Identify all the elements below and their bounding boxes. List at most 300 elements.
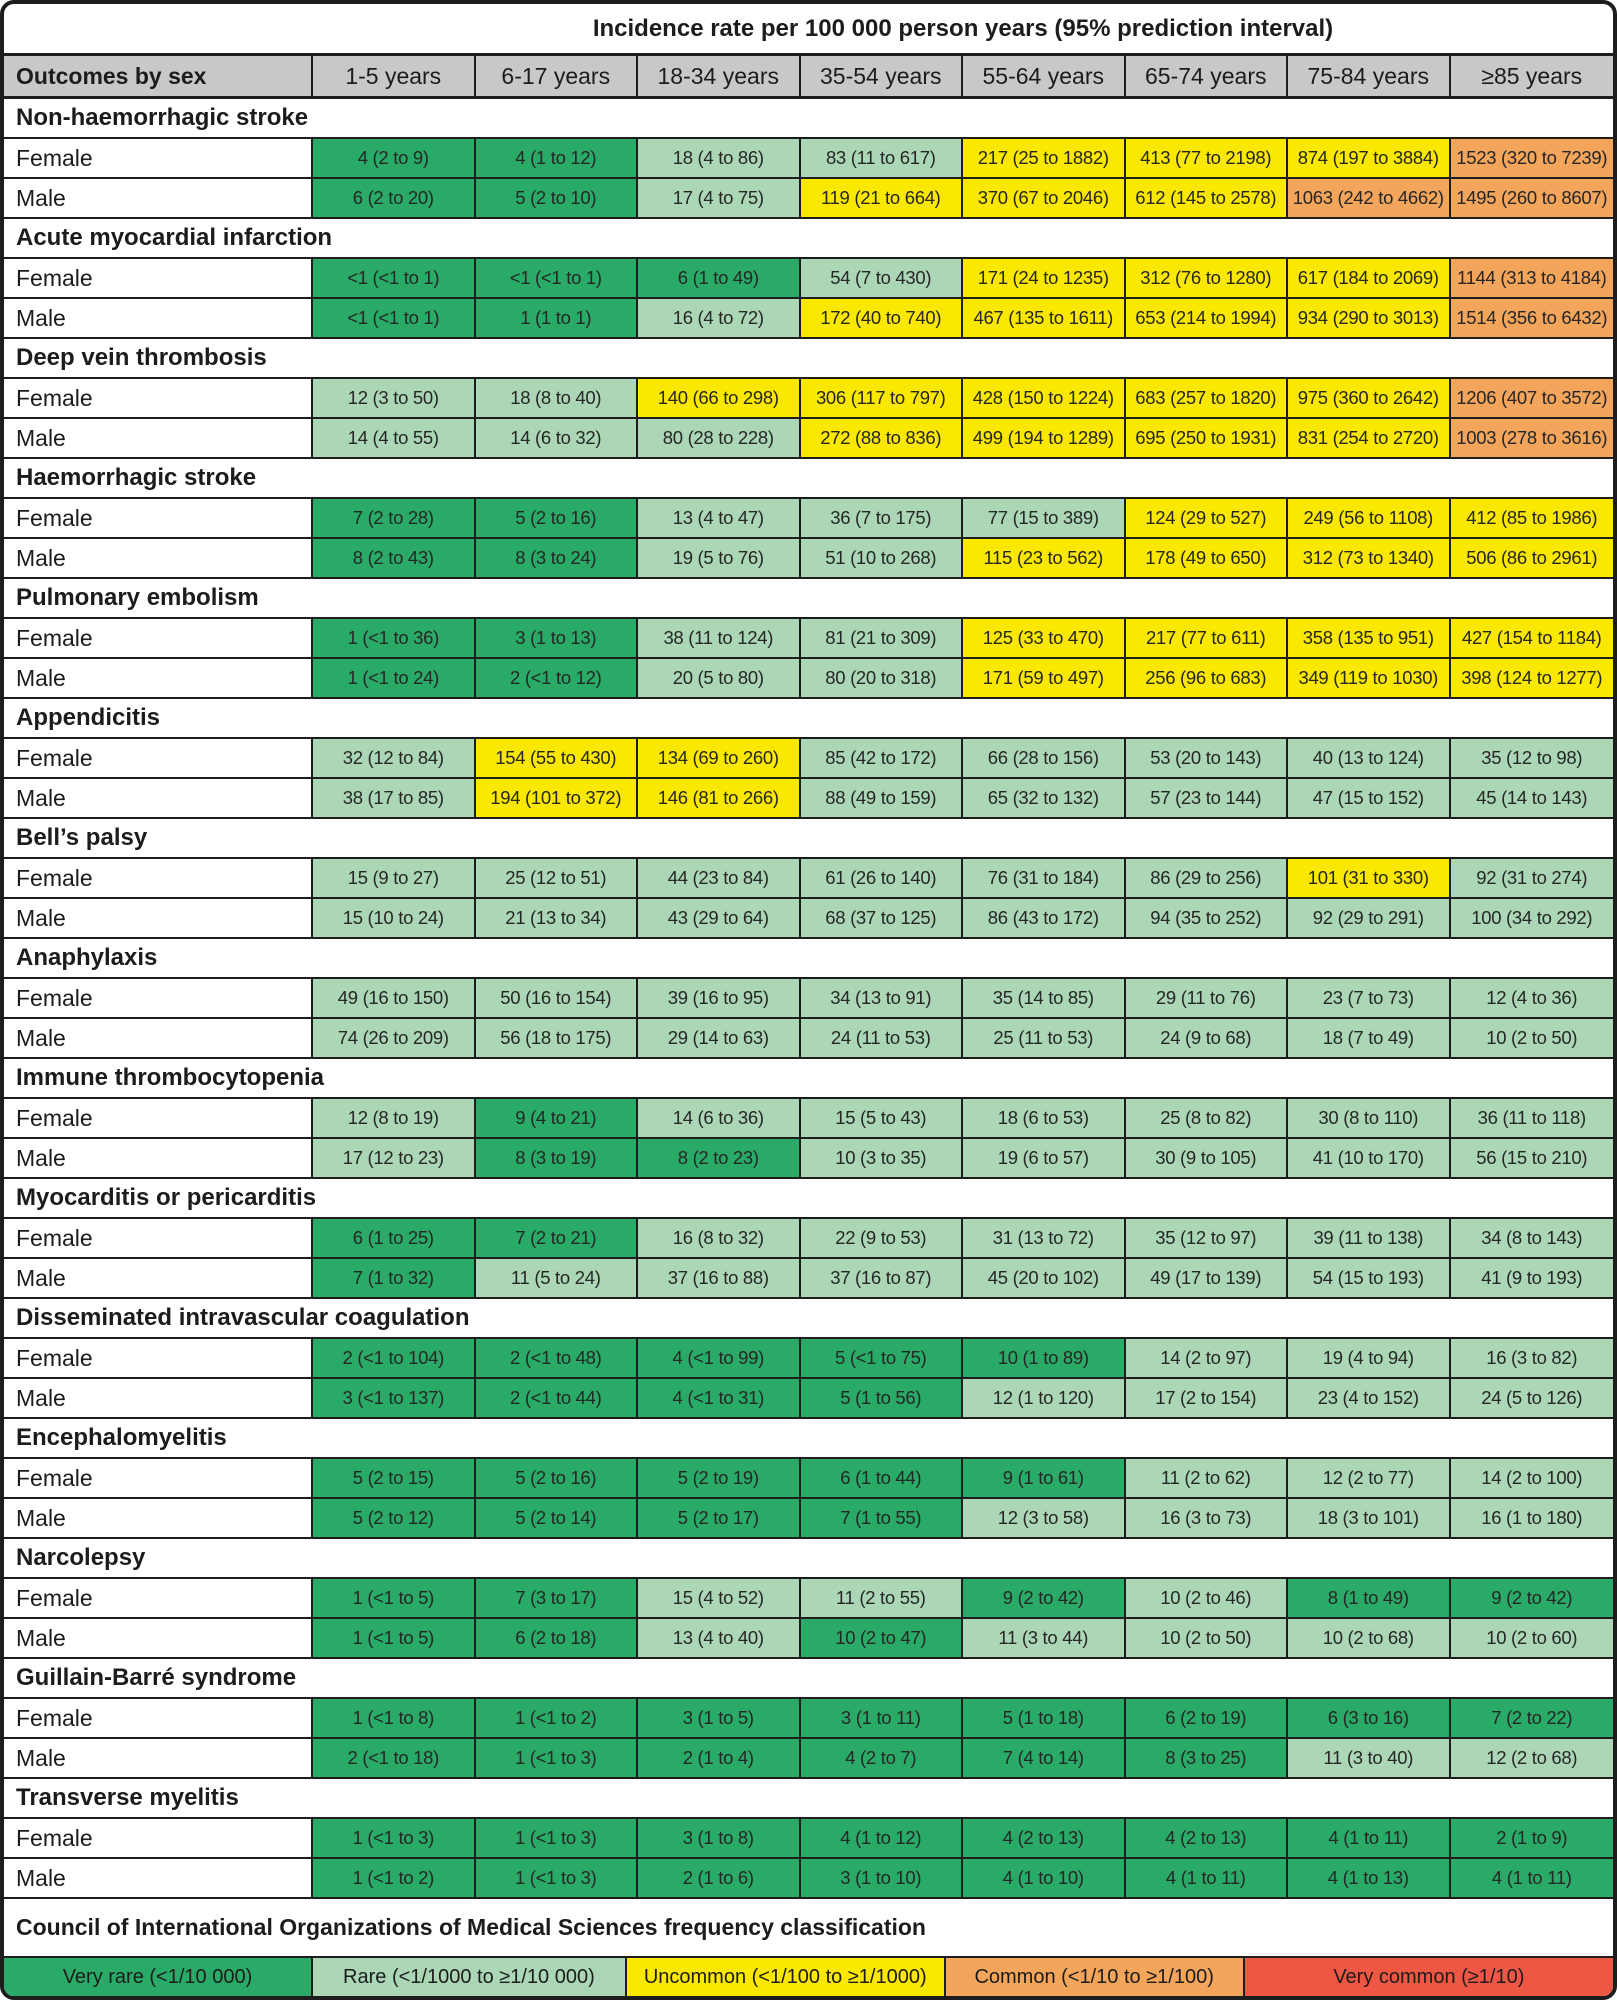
row-label: Female xyxy=(4,859,313,897)
value-cell: 18 (8 to 40) xyxy=(476,379,639,417)
value-cell: 11 (3 to 40) xyxy=(1288,1739,1451,1777)
value-cell: 1 (<1 to 3) xyxy=(476,1819,639,1857)
table-row xyxy=(4,1219,1613,1259)
value-cell: 10 (2 to 68) xyxy=(1288,1619,1451,1657)
value-cell: 1206 (407 to 3572) xyxy=(1451,379,1614,417)
value-cell: 2 (1 to 6) xyxy=(638,1859,801,1897)
value-cell: 358 (135 to 951) xyxy=(1288,619,1451,657)
value-cell: 2 (<1 to 12) xyxy=(476,659,639,697)
row-label: Female xyxy=(4,1099,313,1137)
row-label: Female xyxy=(4,1699,313,1737)
table-row xyxy=(4,1819,1613,1859)
value-cell: 2 (<1 to 48) xyxy=(476,1339,639,1377)
value-cell: 47 (15 to 152) xyxy=(1288,779,1451,817)
row-label: Female xyxy=(4,1819,313,1857)
row-label: Male xyxy=(4,1259,313,1297)
column-header-row xyxy=(4,56,1613,99)
value-cell: 1 (<1 to 8) xyxy=(313,1699,476,1737)
table-row xyxy=(4,1019,1613,1059)
value-cell: 4 (<1 to 31) xyxy=(638,1379,801,1417)
value-cell: 506 (86 to 2961) xyxy=(1451,539,1614,577)
value-cell: 11 (3 to 44) xyxy=(963,1619,1126,1657)
column-header-age-3: 35-54 years xyxy=(801,56,964,96)
section-header: Myocarditis or pericarditis xyxy=(4,1179,1613,1219)
value-cell: 146 (81 to 266) xyxy=(638,779,801,817)
row-label: Female xyxy=(4,139,313,177)
value-cell: 23 (7 to 73) xyxy=(1288,979,1451,1017)
value-cell: 1 (1 to 1) xyxy=(476,299,639,337)
row-label: Female xyxy=(4,1459,313,1497)
value-cell: 10 (2 to 60) xyxy=(1451,1619,1614,1657)
value-cell: 49 (16 to 150) xyxy=(313,979,476,1017)
value-cell: 8 (3 to 25) xyxy=(1126,1739,1289,1777)
row-label: Female xyxy=(4,1339,313,1377)
value-cell: <1 (<1 to 1) xyxy=(313,259,476,297)
value-cell: 172 (40 to 740) xyxy=(801,299,964,337)
value-cell: 35 (12 to 97) xyxy=(1126,1219,1289,1257)
value-cell: 3 (1 to 11) xyxy=(801,1699,964,1737)
value-cell: 57 (23 to 144) xyxy=(1126,779,1289,817)
value-cell: 15 (5 to 43) xyxy=(801,1099,964,1137)
section-header: Narcolepsy xyxy=(4,1539,1613,1579)
value-cell: 12 (2 to 68) xyxy=(1451,1739,1614,1777)
value-cell: 6 (1 to 49) xyxy=(638,259,801,297)
value-cell: 100 (34 to 292) xyxy=(1451,899,1614,937)
section-header: Transverse myelitis xyxy=(4,1779,1613,1819)
value-cell: 5 (2 to 15) xyxy=(313,1459,476,1497)
value-cell: 1063 (242 to 4662) xyxy=(1288,179,1451,217)
value-cell: 1003 (278 to 3616) xyxy=(1451,419,1614,457)
value-cell: 874 (197 to 3884) xyxy=(1288,139,1451,177)
value-cell: 4 (1 to 12) xyxy=(801,1819,964,1857)
legend-item-vc: Very common (≥1/10) xyxy=(1245,1958,1613,1996)
value-cell: 4 (2 to 13) xyxy=(963,1819,1126,1857)
value-cell: 19 (5 to 76) xyxy=(638,539,801,577)
value-cell: 831 (254 to 2720) xyxy=(1288,419,1451,457)
value-cell: 74 (26 to 209) xyxy=(313,1019,476,1057)
value-cell: 19 (4 to 94) xyxy=(1288,1339,1451,1377)
value-cell: 88 (49 to 159) xyxy=(801,779,964,817)
value-cell: 8 (3 to 19) xyxy=(476,1139,639,1177)
value-cell: 23 (4 to 152) xyxy=(1288,1379,1451,1417)
table-row xyxy=(4,539,1613,579)
table-row xyxy=(4,659,1613,699)
value-cell: 12 (3 to 50) xyxy=(313,379,476,417)
table-row xyxy=(4,859,1613,899)
section-header: Anaphylaxis xyxy=(4,939,1613,979)
value-cell: 1 (<1 to 2) xyxy=(313,1859,476,1897)
value-cell: 10 (2 to 50) xyxy=(1126,1619,1289,1657)
value-cell: 1 (<1 to 3) xyxy=(476,1739,639,1777)
value-cell: 412 (85 to 1986) xyxy=(1451,499,1614,537)
value-cell: 20 (5 to 80) xyxy=(638,659,801,697)
section-header: Appendicitis xyxy=(4,699,1613,739)
value-cell: 16 (4 to 72) xyxy=(638,299,801,337)
table-row xyxy=(4,1259,1613,1299)
value-cell: 683 (257 to 1820) xyxy=(1126,379,1289,417)
table-row xyxy=(4,1339,1613,1379)
value-cell: 36 (11 to 118) xyxy=(1451,1099,1614,1137)
section-header: Disseminated intravascular coagulation xyxy=(4,1299,1613,1339)
table-row xyxy=(4,1459,1613,1499)
value-cell: 16 (3 to 82) xyxy=(1451,1339,1614,1377)
legend-item-c: Common (<1/10 to ≥1/100) xyxy=(946,1958,1245,1996)
value-cell: 35 (12 to 98) xyxy=(1451,739,1614,777)
table-body xyxy=(4,99,1613,1899)
value-cell: 13 (4 to 40) xyxy=(638,1619,801,1657)
value-cell: 119 (21 to 664) xyxy=(801,179,964,217)
table-row xyxy=(4,499,1613,539)
value-cell: 171 (59 to 497) xyxy=(963,659,1126,697)
value-cell: 45 (20 to 102) xyxy=(963,1259,1126,1297)
value-cell: 16 (8 to 32) xyxy=(638,1219,801,1257)
row-label: Male xyxy=(4,419,313,457)
value-cell: 1 (<1 to 2) xyxy=(476,1699,639,1737)
value-cell: 695 (250 to 1931) xyxy=(1126,419,1289,457)
value-cell: 30 (8 to 110) xyxy=(1288,1099,1451,1137)
value-cell: 16 (3 to 73) xyxy=(1126,1499,1289,1537)
value-cell: 66 (28 to 156) xyxy=(963,739,1126,777)
value-cell: 81 (21 to 309) xyxy=(801,619,964,657)
frequency-legend xyxy=(4,1956,1613,1996)
table-row xyxy=(4,1859,1613,1899)
table-row xyxy=(4,179,1613,219)
table-row xyxy=(4,619,1613,659)
value-cell: 53 (20 to 143) xyxy=(1126,739,1289,777)
value-cell: 9 (2 to 42) xyxy=(1451,1579,1614,1617)
value-cell: 5 (2 to 14) xyxy=(476,1499,639,1537)
value-cell: 14 (2 to 97) xyxy=(1126,1339,1289,1377)
section-header: Haemorrhagic stroke xyxy=(4,459,1613,499)
value-cell: 8 (2 to 43) xyxy=(313,539,476,577)
table-row xyxy=(4,1579,1613,1619)
value-cell: 80 (20 to 318) xyxy=(801,659,964,697)
value-cell: 413 (77 to 2198) xyxy=(1126,139,1289,177)
value-cell: 15 (10 to 24) xyxy=(313,899,476,937)
value-cell: 7 (4 to 14) xyxy=(963,1739,1126,1777)
value-cell: 54 (15 to 193) xyxy=(1288,1259,1451,1297)
value-cell: 18 (7 to 49) xyxy=(1288,1019,1451,1057)
value-cell: 49 (17 to 139) xyxy=(1126,1259,1289,1297)
value-cell: 9 (4 to 21) xyxy=(476,1099,639,1137)
value-cell: 12 (2 to 77) xyxy=(1288,1459,1451,1497)
table-row xyxy=(4,1499,1613,1539)
value-cell: 6 (2 to 19) xyxy=(1126,1699,1289,1737)
row-label: Male xyxy=(4,299,313,337)
table-row xyxy=(4,779,1613,819)
value-cell: 171 (24 to 1235) xyxy=(963,259,1126,297)
value-cell: 5 (2 to 19) xyxy=(638,1459,801,1497)
section-header: Encephalomyelitis xyxy=(4,1419,1613,1459)
value-cell: 18 (4 to 86) xyxy=(638,139,801,177)
table-title-row xyxy=(4,4,1613,56)
value-cell: 101 (31 to 330) xyxy=(1288,859,1451,897)
value-cell: 6 (2 to 20) xyxy=(313,179,476,217)
value-cell: 77 (15 to 389) xyxy=(963,499,1126,537)
value-cell: 11 (2 to 62) xyxy=(1126,1459,1289,1497)
value-cell: 3 (<1 to 137) xyxy=(313,1379,476,1417)
value-cell: 12 (4 to 36) xyxy=(1451,979,1614,1017)
value-cell: 4 (2 to 13) xyxy=(1126,1819,1289,1857)
value-cell: 653 (214 to 1994) xyxy=(1126,299,1289,337)
value-cell: 140 (66 to 298) xyxy=(638,379,801,417)
value-cell: 4 (2 to 7) xyxy=(801,1739,964,1777)
table-row xyxy=(4,979,1613,1019)
value-cell: 37 (16 to 87) xyxy=(801,1259,964,1297)
value-cell: 86 (43 to 172) xyxy=(963,899,1126,937)
value-cell: 25 (12 to 51) xyxy=(476,859,639,897)
value-cell: 10 (2 to 47) xyxy=(801,1619,964,1657)
row-label: Male xyxy=(4,659,313,697)
value-cell: 18 (3 to 101) xyxy=(1288,1499,1451,1537)
row-label: Male xyxy=(4,1139,313,1177)
row-label: Female xyxy=(4,739,313,777)
value-cell: 39 (16 to 95) xyxy=(638,979,801,1017)
value-cell: 6 (2 to 18) xyxy=(476,1619,639,1657)
value-cell: 30 (9 to 105) xyxy=(1126,1139,1289,1177)
value-cell: 34 (8 to 143) xyxy=(1451,1219,1614,1257)
value-cell: 349 (119 to 1030) xyxy=(1288,659,1451,697)
column-header-outcomes-by-sex: Outcomes by sex xyxy=(4,56,313,96)
value-cell: 7 (1 to 55) xyxy=(801,1499,964,1537)
value-cell: 10 (1 to 89) xyxy=(963,1339,1126,1377)
value-cell: 80 (28 to 228) xyxy=(638,419,801,457)
row-label: Male xyxy=(4,1019,313,1057)
value-cell: 4 (<1 to 99) xyxy=(638,1339,801,1377)
section-header: Deep vein thrombosis xyxy=(4,339,1613,379)
value-cell: <1 (<1 to 1) xyxy=(476,259,639,297)
value-cell: 7 (2 to 28) xyxy=(313,499,476,537)
value-cell: 617 (184 to 2069) xyxy=(1288,259,1451,297)
value-cell: 76 (31 to 184) xyxy=(963,859,1126,897)
value-cell: 7 (2 to 22) xyxy=(1451,1699,1614,1737)
value-cell: 312 (73 to 1340) xyxy=(1288,539,1451,577)
value-cell: 256 (96 to 683) xyxy=(1126,659,1289,697)
value-cell: 17 (12 to 23) xyxy=(313,1139,476,1177)
value-cell: 3 (1 to 13) xyxy=(476,619,639,657)
value-cell: 15 (9 to 27) xyxy=(313,859,476,897)
value-cell: <1 (<1 to 1) xyxy=(313,299,476,337)
value-cell: 38 (11 to 124) xyxy=(638,619,801,657)
legend-item-vr: Very rare (<1/10 000) xyxy=(4,1958,313,1996)
value-cell: 115 (23 to 562) xyxy=(963,539,1126,577)
section-header: Non-haemorrhagic stroke xyxy=(4,99,1613,139)
row-label: Female xyxy=(4,979,313,1017)
value-cell: 124 (29 to 527) xyxy=(1126,499,1289,537)
value-cell: 56 (15 to 210) xyxy=(1451,1139,1614,1177)
table-row xyxy=(4,1619,1613,1659)
value-cell: 4 (1 to 13) xyxy=(1288,1859,1451,1897)
value-cell: 370 (67 to 2046) xyxy=(963,179,1126,217)
value-cell: 34 (13 to 91) xyxy=(801,979,964,1017)
row-label: Female xyxy=(4,379,313,417)
value-cell: 217 (25 to 1882) xyxy=(963,139,1126,177)
row-label: Male xyxy=(4,1739,313,1777)
value-cell: 7 (2 to 21) xyxy=(476,1219,639,1257)
value-cell: 61 (26 to 140) xyxy=(801,859,964,897)
value-cell: 6 (1 to 44) xyxy=(801,1459,964,1497)
value-cell: 22 (9 to 53) xyxy=(801,1219,964,1257)
row-label: Male xyxy=(4,1379,313,1417)
value-cell: 428 (150 to 1224) xyxy=(963,379,1126,417)
value-cell: 3 (1 to 8) xyxy=(638,1819,801,1857)
value-cell: 25 (11 to 53) xyxy=(963,1019,1126,1057)
value-cell: 14 (4 to 55) xyxy=(313,419,476,457)
value-cell: 3 (1 to 5) xyxy=(638,1699,801,1737)
table-row xyxy=(4,259,1613,299)
value-cell: 14 (6 to 36) xyxy=(638,1099,801,1137)
value-cell: 36 (7 to 175) xyxy=(801,499,964,537)
row-label: Male xyxy=(4,1619,313,1657)
value-cell: 1 (<1 to 36) xyxy=(313,619,476,657)
classification-title: Council of International Organizations of Medical Sciences frequency classification xyxy=(4,1899,1613,1956)
value-cell: 1 (<1 to 5) xyxy=(313,1619,476,1657)
value-cell: 5 (1 to 18) xyxy=(963,1699,1126,1737)
value-cell: 6 (3 to 16) xyxy=(1288,1699,1451,1737)
value-cell: 272 (88 to 836) xyxy=(801,419,964,457)
value-cell: 8 (1 to 49) xyxy=(1288,1579,1451,1617)
column-header-age-0: 1-5 years xyxy=(313,56,476,96)
value-cell: 134 (69 to 260) xyxy=(638,739,801,777)
value-cell: 178 (49 to 650) xyxy=(1126,539,1289,577)
section-header: Immune thrombocytopenia xyxy=(4,1059,1613,1099)
value-cell: 14 (2 to 100) xyxy=(1451,1459,1614,1497)
value-cell: 12 (1 to 120) xyxy=(963,1379,1126,1417)
column-header-age-2: 18-34 years xyxy=(638,56,801,96)
value-cell: 398 (124 to 1277) xyxy=(1451,659,1614,697)
table-row xyxy=(4,1379,1613,1419)
section-header: Guillain-Barré syndrome xyxy=(4,1659,1613,1699)
section-header: Acute myocardial infarction xyxy=(4,219,1613,259)
value-cell: 1495 (260 to 8607) xyxy=(1451,179,1614,217)
value-cell: 194 (101 to 372) xyxy=(476,779,639,817)
section-header: Bell’s palsy xyxy=(4,819,1613,859)
value-cell: 8 (2 to 23) xyxy=(638,1139,801,1177)
value-cell: 50 (16 to 154) xyxy=(476,979,639,1017)
column-header-age-7: ≥85 years xyxy=(1481,62,1583,89)
table-row xyxy=(4,299,1613,339)
value-cell: 7 (3 to 17) xyxy=(476,1579,639,1617)
value-cell: 9 (1 to 61) xyxy=(963,1459,1126,1497)
value-cell: 5 (2 to 16) xyxy=(476,499,639,537)
value-cell: 19 (6 to 57) xyxy=(963,1139,1126,1177)
value-cell: 934 (290 to 3013) xyxy=(1288,299,1451,337)
value-cell: 612 (145 to 2578) xyxy=(1126,179,1289,217)
value-cell: 1 (<1 to 24) xyxy=(313,659,476,697)
value-cell: 5 (<1 to 75) xyxy=(801,1339,964,1377)
table-row xyxy=(4,1739,1613,1779)
value-cell: 92 (29 to 291) xyxy=(1288,899,1451,937)
value-cell: 35 (14 to 85) xyxy=(963,979,1126,1017)
value-cell: 4 (1 to 11) xyxy=(1451,1859,1614,1897)
value-cell: 40 (13 to 124) xyxy=(1288,739,1451,777)
value-cell: 467 (135 to 1611) xyxy=(963,299,1126,337)
value-cell: 12 (8 to 19) xyxy=(313,1099,476,1137)
value-cell: 5 (2 to 12) xyxy=(313,1499,476,1537)
value-cell: 29 (14 to 63) xyxy=(638,1019,801,1057)
value-cell: 44 (23 to 84) xyxy=(638,859,801,897)
value-cell: 249 (56 to 1108) xyxy=(1288,499,1451,537)
value-cell: 4 (2 to 9) xyxy=(313,139,476,177)
row-label: Female xyxy=(4,499,313,537)
value-cell: 83 (11 to 617) xyxy=(801,139,964,177)
value-cell: 306 (117 to 797) xyxy=(801,379,964,417)
value-cell: 1523 (320 to 7239) xyxy=(1451,139,1614,177)
row-label: Male xyxy=(4,1859,313,1897)
value-cell: 38 (17 to 85) xyxy=(313,779,476,817)
value-cell: 4 (1 to 11) xyxy=(1126,1859,1289,1897)
value-cell: 24 (5 to 126) xyxy=(1451,1379,1614,1417)
value-cell: 86 (29 to 256) xyxy=(1126,859,1289,897)
section-header: Pulmonary embolism xyxy=(4,579,1613,619)
legend-item-r: Rare (<1/1000 to ≥1/10 000) xyxy=(313,1958,627,1996)
value-cell: 217 (77 to 611) xyxy=(1126,619,1289,657)
column-header-age-6: 75-84 years xyxy=(1288,56,1451,96)
value-cell: 8 (3 to 24) xyxy=(476,539,639,577)
column-header-age-5: 65-74 years xyxy=(1126,56,1289,96)
value-cell: 18 (6 to 53) xyxy=(963,1099,1126,1137)
value-cell: 5 (2 to 16) xyxy=(476,1459,639,1497)
value-cell: 25 (8 to 82) xyxy=(1126,1099,1289,1137)
value-cell: 2 (<1 to 18) xyxy=(313,1739,476,1777)
value-cell: 68 (37 to 125) xyxy=(801,899,964,937)
value-cell: 11 (2 to 55) xyxy=(801,1579,964,1617)
value-cell: 499 (194 to 1289) xyxy=(963,419,1126,457)
row-label: Male xyxy=(4,779,313,817)
value-cell: 21 (13 to 34) xyxy=(476,899,639,937)
value-cell: 10 (2 to 46) xyxy=(1126,1579,1289,1617)
value-cell: 85 (42 to 172) xyxy=(801,739,964,777)
value-cell: 6 (1 to 25) xyxy=(313,1219,476,1257)
value-cell: 92 (31 to 274) xyxy=(1451,859,1614,897)
value-cell: 125 (33 to 470) xyxy=(963,619,1126,657)
value-cell: 43 (29 to 64) xyxy=(638,899,801,937)
value-cell: 24 (11 to 53) xyxy=(801,1019,964,1057)
value-cell: 94 (35 to 252) xyxy=(1126,899,1289,937)
table-row xyxy=(4,1699,1613,1739)
value-cell: 17 (2 to 154) xyxy=(1126,1379,1289,1417)
value-cell: 51 (10 to 268) xyxy=(801,539,964,577)
value-cell: 312 (76 to 1280) xyxy=(1126,259,1289,297)
value-cell: 45 (14 to 143) xyxy=(1451,779,1614,817)
value-cell: 31 (13 to 72) xyxy=(963,1219,1126,1257)
value-cell: 7 (1 to 32) xyxy=(313,1259,476,1297)
value-cell: 1 (<1 to 3) xyxy=(476,1859,639,1897)
value-cell: 13 (4 to 47) xyxy=(638,499,801,537)
value-cell: 5 (1 to 56) xyxy=(801,1379,964,1417)
value-cell: 1144 (313 to 4184) xyxy=(1451,259,1614,297)
value-cell: 5 (2 to 10) xyxy=(476,179,639,217)
table-row xyxy=(4,139,1613,179)
column-header-age-1: 6-17 years xyxy=(476,56,639,96)
value-cell: 11 (5 to 24) xyxy=(476,1259,639,1297)
value-cell: 2 (<1 to 44) xyxy=(476,1379,639,1417)
table-row xyxy=(4,379,1613,419)
row-label: Male xyxy=(4,539,313,577)
value-cell: 15 (4 to 52) xyxy=(638,1579,801,1617)
row-label: Male xyxy=(4,179,313,217)
value-cell: 1514 (356 to 6432) xyxy=(1451,299,1614,337)
table-row xyxy=(4,899,1613,939)
table-title: Incidence rate per 100 000 person years (95% prediction interval) xyxy=(592,14,1334,42)
value-cell: 4 (1 to 12) xyxy=(476,139,639,177)
table-row xyxy=(4,419,1613,459)
value-cell: 41 (9 to 193) xyxy=(1451,1259,1614,1297)
value-cell: 2 (1 to 4) xyxy=(638,1739,801,1777)
value-cell: 427 (154 to 1184) xyxy=(1451,619,1614,657)
value-cell: 2 (1 to 9) xyxy=(1451,1819,1614,1857)
value-cell: 154 (55 to 430) xyxy=(476,739,639,777)
